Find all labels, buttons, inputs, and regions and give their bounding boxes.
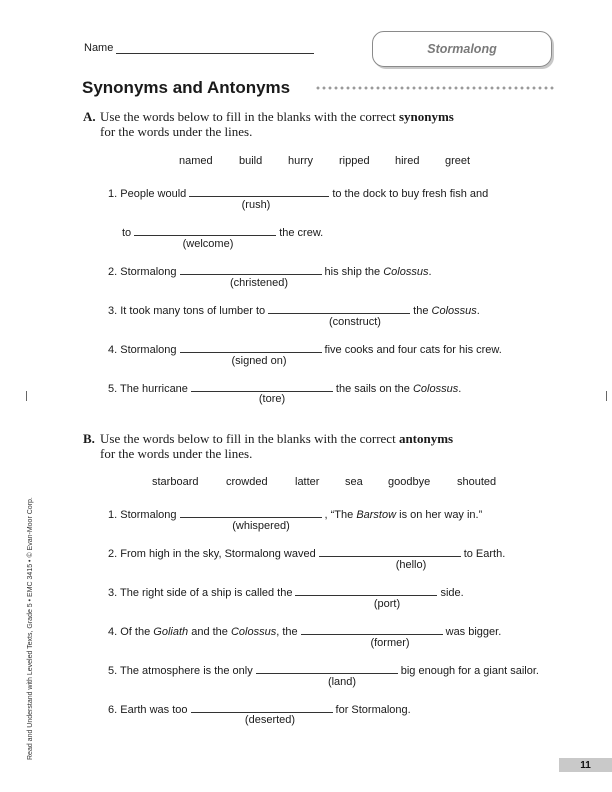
ship-name: Goliath	[153, 626, 189, 638]
item-text: to	[122, 227, 132, 239]
item-number: 4.	[108, 626, 118, 638]
item-text: is on her way in.”	[399, 509, 483, 521]
item-text: It took many tons of lumber to	[120, 305, 266, 317]
item-text: , the	[276, 626, 298, 638]
item-text: .	[476, 305, 480, 317]
instructions-b-text: Use the words below to fill in the blanks with the correct	[100, 431, 396, 446]
item-number: 1.	[108, 509, 118, 521]
answer-blank[interactable]	[191, 382, 333, 392]
item-text: , “The	[324, 509, 354, 521]
item-text: Earth was too	[120, 704, 188, 716]
item-text: was bigger.	[445, 626, 502, 638]
answer-blank[interactable]	[301, 625, 443, 635]
hint-label: (christened)	[229, 277, 289, 289]
item-number: 5.	[108, 383, 118, 395]
item-text: to the dock to buy fresh fish and	[332, 188, 489, 200]
crop-mark	[26, 391, 27, 401]
exercise-b-4	[108, 625, 501, 639]
word-bank-b-item: shouted	[457, 476, 497, 488]
item-number: 4.	[108, 344, 118, 356]
name-label: Name	[84, 42, 114, 54]
exercise-b-3	[108, 586, 464, 600]
answer-blank[interactable]	[189, 187, 329, 197]
hint-label: (tore)	[258, 393, 286, 405]
item-text: .	[458, 383, 462, 395]
word-bank-a-item: build	[239, 155, 263, 167]
item-text: Stormalong	[120, 266, 177, 278]
answer-blank[interactable]	[180, 265, 322, 275]
item-number: 2.	[108, 266, 118, 278]
item-number: 3.	[108, 305, 118, 317]
word-bank-a-item: hurry	[288, 155, 314, 167]
instructions-b	[83, 431, 454, 461]
ship-name: Colossus	[412, 383, 459, 395]
part-b-letter: B.	[83, 431, 95, 446]
item-number: 6.	[108, 704, 118, 716]
item-text: The right side of a ship is called the	[120, 587, 293, 599]
instructions-a-text-2: for the words under the lines.	[100, 124, 253, 139]
item-text: side.	[440, 587, 464, 599]
answer-blank[interactable]	[180, 343, 322, 353]
hint-label: (port)	[373, 598, 401, 610]
hint-label: (rush)	[241, 199, 271, 211]
item-text: Of the	[120, 626, 151, 638]
item-number: 1.	[108, 188, 118, 200]
word-bank-b-item: latter	[295, 476, 320, 488]
word-bank-b-item: sea	[345, 476, 363, 488]
word-bank-a-item: named	[179, 155, 213, 167]
instructions-a	[83, 109, 454, 139]
word-bank-a-item: hired	[395, 155, 420, 167]
item-text: to Earth.	[463, 548, 506, 560]
hint-label: (former)	[370, 637, 410, 649]
word-bank-b-item: goodbye	[388, 476, 431, 488]
exercise-a-4	[108, 343, 502, 357]
exercise-a-1	[108, 187, 488, 201]
item-text: The hurricane	[120, 383, 188, 395]
instructions-b-text-2: for the words under the lines.	[100, 446, 253, 461]
page-title: Synonyms and Antonyms	[82, 78, 291, 97]
item-text: the crew.	[279, 227, 324, 239]
publisher-credit: Read and Understand with Leveled Texts, Grade 5 • EMC 3415 • © Evan-Moor Corp.	[27, 497, 34, 760]
hint-label: (signed on)	[231, 355, 287, 367]
hint-label: (welcome)	[182, 238, 234, 250]
item-text: big enough for a giant sailor.	[400, 665, 539, 677]
item-number: 3.	[108, 587, 118, 599]
instructions-a-keyword: synonyms	[398, 109, 454, 124]
answer-blank[interactable]	[180, 508, 322, 518]
item-text: the	[413, 305, 429, 317]
story-title-tab	[372, 31, 552, 67]
story-title: Stormalong	[427, 42, 497, 56]
word-bank-b-item: starboard	[152, 476, 199, 488]
crop-mark	[606, 391, 607, 401]
hint-label: (hello)	[395, 559, 427, 571]
word-bank-a-item: greet	[445, 155, 471, 167]
hint-label: (construct)	[329, 316, 381, 328]
instructions-a-text: Use the words below to fill in the blanks with the correct	[100, 109, 396, 124]
item-text: and the	[191, 626, 228, 638]
hint-label: (land)	[327, 676, 357, 688]
item-text: .	[428, 266, 432, 278]
ship-name: Colossus	[383, 266, 429, 278]
item-text: From high in the sky, Stormalong waved	[120, 548, 316, 560]
answer-blank[interactable]	[319, 547, 461, 557]
exercise-a-3	[108, 304, 480, 318]
answer-blank[interactable]	[134, 226, 276, 236]
hint-label: (whispered)	[232, 520, 290, 532]
item-text: his ship the	[324, 266, 381, 278]
page-number: 11	[580, 759, 591, 771]
answer-blank[interactable]	[295, 586, 437, 596]
answer-blank[interactable]	[191, 703, 333, 713]
ship-name: Colossus	[230, 626, 277, 638]
hint-label: (deserted)	[244, 714, 296, 726]
answer-blank[interactable]	[268, 304, 410, 314]
word-bank-a-item: ripped	[339, 155, 370, 167]
page-number-box	[559, 758, 612, 772]
name-field[interactable]	[116, 53, 314, 54]
item-number: 5.	[108, 665, 118, 677]
ship-name: Barstow	[356, 509, 397, 521]
item-text: People would	[120, 188, 187, 200]
item-text: for Stormalong.	[335, 704, 411, 716]
item-text: Stormalong	[120, 344, 177, 356]
exercise-b-2	[108, 547, 505, 561]
item-text: five cooks and four cats for his crew.	[324, 344, 502, 356]
answer-blank[interactable]	[256, 664, 398, 674]
item-text: The atmosphere is the only	[120, 665, 253, 677]
item-text: Stormalong	[120, 509, 177, 521]
ship-name: Colossus	[431, 305, 477, 317]
item-text: the sails on the	[335, 383, 410, 395]
instructions-b-keyword: antonyms	[398, 431, 454, 446]
dotted-rule	[315, 85, 555, 91]
item-number: 2.	[108, 548, 118, 560]
word-bank-b-item: crowded	[226, 476, 268, 488]
part-a-letter: A.	[83, 109, 96, 124]
